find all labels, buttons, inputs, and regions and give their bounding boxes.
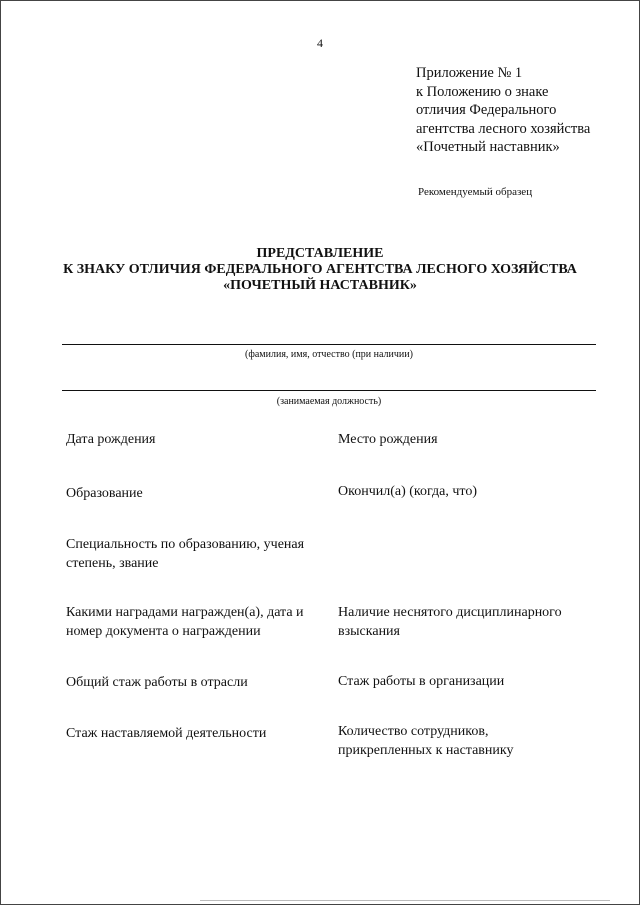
title-line-1: ПРЕДСТАВЛЕНИЕ <box>256 246 384 261</box>
position-caption: (занимаемая должность) <box>276 396 382 407</box>
mentees-count-label: Количество сотрудников, прикрепленных к наставнику <box>338 724 514 758</box>
document-title <box>0 246 640 294</box>
title-line-2: К ЗНАКУ ОТЛИЧИЯ ФЕДЕРАЛЬНОГО АГЕНТСТВА ЛЕСНОГО ХОЗЯЙСТВА <box>63 262 577 277</box>
full-name-line <box>62 344 596 345</box>
birth-date-label: Дата рождения <box>66 432 156 447</box>
disciplinary-label: Наличие неснятого дисциплинарного взыскания <box>338 605 562 639</box>
appendix-line: Приложение № 1 <box>416 65 523 81</box>
appendix-line: «Почетный наставник» <box>416 139 560 155</box>
industry-experience-label: Общий стаж работы в отрасли <box>66 675 248 690</box>
mentoring-experience-label: Стаж наставляемой деятельности <box>66 726 267 741</box>
org-experience-label: Стаж работы в организации <box>338 674 505 689</box>
appendix-line: отличия Федерального <box>416 102 557 118</box>
awards-label: Какими наградами награжден(а), дата и номер документа о награждении <box>66 605 304 639</box>
page-number: 4 <box>317 36 323 50</box>
appendix-block <box>416 64 636 157</box>
recommended-sample-label: Рекомендуемый образец <box>418 186 533 198</box>
education-label: Образование <box>66 486 143 501</box>
appendix-line: к Положению о знаке <box>416 83 549 100</box>
birth-place-label: Место рождения <box>338 432 438 447</box>
appendix-line: агентства лесного хозяйства <box>416 120 591 137</box>
position-line <box>62 390 596 391</box>
graduated-label: Окончил(а) (когда, что) <box>338 484 478 499</box>
title-line-3: «ПОЧЕТНЫЙ НАСТАВНИК» <box>223 278 417 293</box>
full-name-caption: (фамилия, имя, отчество (при наличии) <box>245 349 413 360</box>
specialty-label: Специальность по образованию, ученая степень, звание <box>66 537 305 571</box>
bottom-edge-line <box>200 900 610 901</box>
